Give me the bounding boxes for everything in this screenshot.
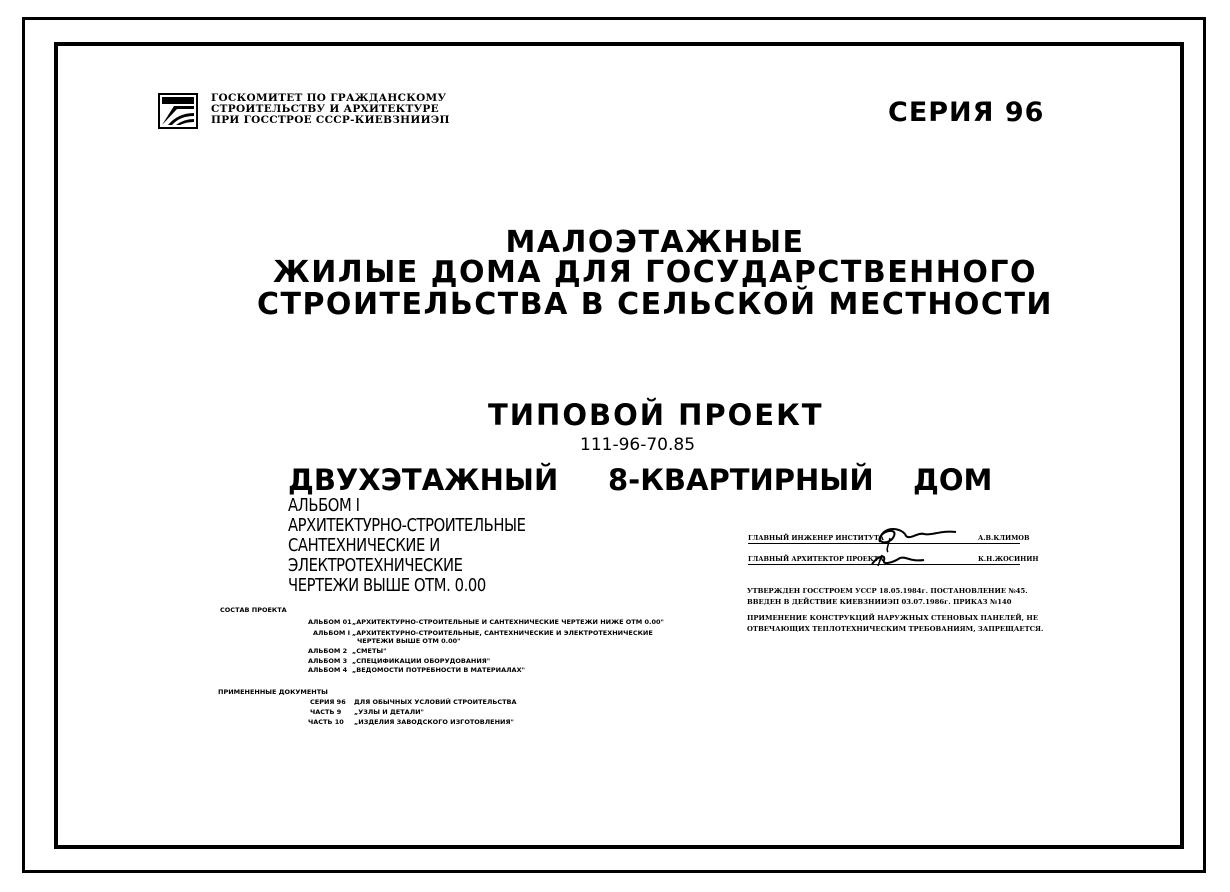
signature-name: А.В.КЛИМОВ [978,534,1030,542]
composition-item-text: „АРХИТЕКТУРНО-СТРОИТЕЛЬНЫЕ, САНТЕХНИЧЕСКИЕ И ЭЛЕКТРОТЕХНИЧЕСКИЕ [352,629,653,637]
approval-line-4: ОТВЕЧАЮЩИХ ТЕПЛОТЕХНИЧЕСКИМ ТРЕБОВАНИЯМ, ЗАПРЕЩАЕТСЯ. [747,625,1044,633]
title-line-3: СТРОИТЕЛЬСТВА В СЕЛЬСКОЙ МЕСТНОСТИ [256,287,1054,322]
approval-line-2: ВВЕДЕН В ДЕЙСТВИЕ КИЕВЗНИИЭП 03.07.1986г. ПРИКАЗ №140 [747,598,1012,606]
album-description-line-1: АРХИТЕКТУРНО-СТРОИТЕЛЬНЫЕ [288,515,526,536]
document-item-label: ЧАСТЬ 9 [310,708,342,716]
house-type-word-2: 8-КВАРТИРНЫЙ [608,463,874,497]
approval-line-1: УТВЕРЖДЕН ГОССТРОЕМ УССР 18.05.1984г. ПОСТАНОВЛЕНИЕ №45. [747,587,1028,595]
house-type-word-1: ДВУХЭТАЖНЫЙ [288,463,559,497]
handwritten-signatures-icon [850,522,960,570]
project-type-label: ТИПОВОЙ ПРОЕКТ [488,398,824,432]
documents-heading: ПРИМЕНЕННЫЕ ДОКУМЕНТЫ [218,688,328,696]
composition-item-text: ЧЕРТЕЖИ ВЫШЕ ОТМ 0.00" [357,637,461,645]
album-number: АЛЬБОМ I [288,495,360,516]
document-item-text: „УЗЛЫ И ДЕТАЛИ" [354,708,424,716]
organization-name-line-2: СТРОИТЕЛЬСТВУ И АРХИТЕКТУРЕ [211,103,439,115]
album-description-line-2: САНТЕХНИЧЕСКИЕ И [288,535,440,556]
composition-item-label: АЛЬБОМ 3 [308,657,348,665]
house-type-word-3: ДОМ [913,463,993,497]
document-item-label: ЧАСТЬ 10 [308,718,344,726]
album-description-line-3: ЭЛЕКТРОТЕХНИЧЕСКИЕ [288,555,463,576]
composition-item-text: „АРХИТЕКТУРНО-СТРОИТЕЛЬНЫЕ И САНТЕХНИЧЕСКИЕ ЧЕРТЕЖИ НИЖЕ ОТМ 0.00" [352,618,664,626]
composition-heading: СОСТАВ ПРОЕКТА [220,606,287,614]
series-label: СЕРИЯ 96 [888,97,1045,128]
organization-name-line-1: ГОСКОМИТЕТ ПО ГРАЖДАНСКОМУ [211,92,447,104]
approval-line-3: ПРИМЕНЕНИЕ КОНСТРУКЦИЙ НАРУЖНЫХ СТЕНОВЫХ ПАНЕЛЕЙ, НЕ [747,614,1039,622]
composition-item-label: АЛЬБОМ 01 [308,618,352,626]
organization-name-line-3: ПРИ ГОССТРОЕ СССР-КИЕВЗНИИЭП [211,114,450,126]
composition-item-label: АЛЬБОМ 4 [308,666,348,674]
title-line-1: МАЛОЭТАЖНЫЕ [505,225,805,260]
signature-name: К.Н.ЖОСИНИН [978,555,1039,563]
signature-role: ГЛАВНЫЙ ИНЖЕНЕР ИНСТИТУТА [748,534,885,542]
organization-logo-icon [158,93,198,129]
composition-item-text: „СПЕЦИФИКАЦИИ ОБОРУДОВАНИЯ" [352,657,491,665]
project-number: 111-96-70.85 [580,435,696,455]
composition-item-text: „ВЕДОМОСТИ ПОТРЕБНОСТИ В МАТЕРИАЛАХ" [352,666,525,674]
composition-item-text: „СМЕТЫ" [352,647,387,655]
signature-role: ГЛАВНЫЙ АРХИТЕКТОР ПРОЕКТА [748,555,884,563]
album-description-line-4: ЧЕРТЕЖИ ВЫШЕ ОТМ. 0.00 [288,575,486,596]
document-item-text: ДЛЯ ОБЫЧНЫХ УСЛОВИЙ СТРОИТЕЛЬСТВА [354,698,517,706]
document-item-label: СЕРИЯ 96 [310,698,346,706]
document-item-text: „ИЗДЕЛИЯ ЗАВОДСКОГО ИЗГОТОВЛЕНИЯ" [354,718,514,726]
composition-item-label: АЛЬБОМ I [313,629,351,637]
title-line-2: ЖИЛЫЕ ДОМА ДЛЯ ГОСУДАРСТВЕННОГО [272,255,1038,290]
composition-item-label: АЛЬБОМ 2 [308,647,348,655]
